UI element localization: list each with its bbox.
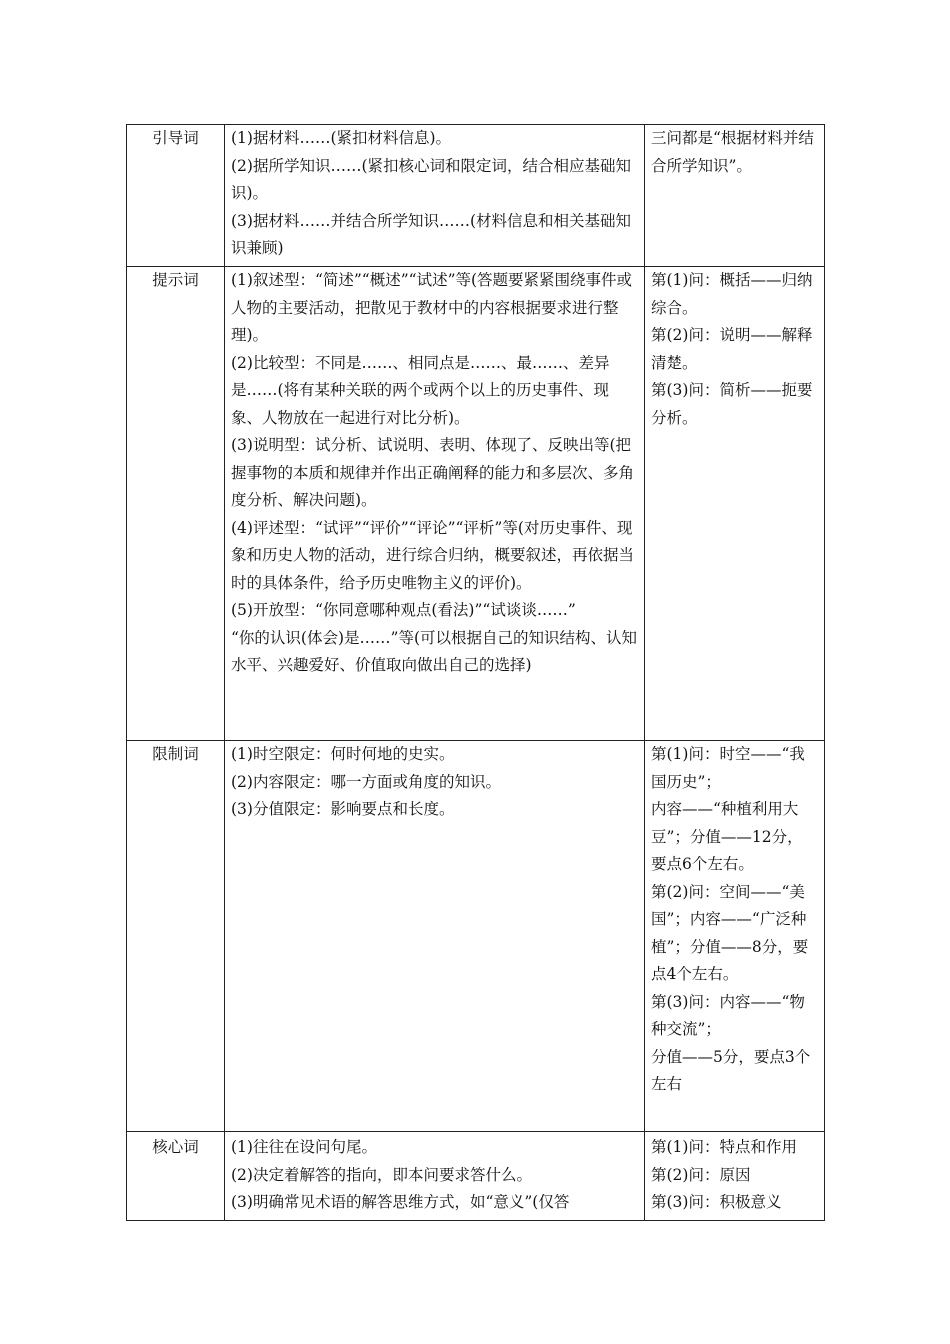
note-item: 第(1)问：时空——“我国历史”；: [651, 745, 805, 791]
content-item: (1)叙述型：“简述”“概述”“试述”等(答题要紧紧围绕事件或人物的主要活动，把散见于教材中的内容根据要求进行整理)。: [231, 271, 633, 344]
table-row: [127, 741, 825, 1132]
content-item: (3)分值限定：影响要点和长度。: [231, 800, 455, 818]
row-notes: [645, 125, 825, 267]
content-item: (2)据所学知识……(紧扣核心词和限定词，结合相应基础知识)。: [231, 156, 632, 202]
content-item: (4)评述型：“试评”“评价”“评论”“评析”等(对历史事件、现象和历史人物的活动，进行综合归纳，概要叙述，再依据当时的具体条件，给予历史唯物主义的评价)。: [231, 518, 635, 592]
content-item: “你的认识(体会)是……”等(可以根据自己的知识结构、认知水平、兴趣爱好、价值取向做出自己的选择): [231, 628, 637, 674]
note-item: 第(2)问：说明——解释清楚。: [651, 326, 813, 372]
note-item: 第(1)问：概括——归纳综合。: [651, 271, 813, 317]
table-row: [127, 267, 825, 741]
row-content: [225, 741, 645, 1132]
content-item: (2)内容限定：哪一方面或角度的知识。: [231, 772, 501, 791]
row-notes: [645, 267, 825, 741]
row-label: 引导词: [127, 125, 225, 267]
row-content: [225, 267, 645, 741]
note-item: 内容——“种植利用大豆”；分值——12分，要点6个左右。: [651, 800, 803, 873]
note-item: 第(3)问：内容——“物种交流”；: [651, 992, 805, 1038]
row-label: 核心词: [127, 1132, 225, 1221]
row-content: [225, 1132, 645, 1221]
content-item: (1)时空限定：何时何地的史实。: [231, 745, 455, 763]
content-item: (3)说明型：试分析、试说明、表明、体现了、反映出等(把握事物的本质和规律并作出正确阐释的能力和多层次、多角度分析、解决问题)。: [231, 436, 635, 509]
row-label: 限制词: [127, 741, 225, 1132]
content-item: (1)据材料……(紧扣材料信息)。: [231, 129, 452, 147]
note-item: 第(3)问：积极意义: [651, 1193, 782, 1211]
content-item: (2)决定着解答的指向，即本问要求答什么。: [231, 1165, 532, 1184]
row-content: [225, 125, 645, 267]
analysis-table: [126, 124, 825, 1221]
table-row: [127, 125, 825, 267]
row-label: 提示词: [127, 267, 225, 741]
content-item: (1)往往在设问句尾。: [231, 1138, 377, 1156]
note-item: 第(2)问：空间——“美国”；内容——“广泛种植”；分值——8分，要点4个左右。: [651, 882, 809, 983]
content-item: (2)比较型：不同是……、相同点是……、最……、差异是……(将有某种关联的两个或两个以上的历史事件、现象、人物放在一起进行对比分析)。: [231, 353, 610, 427]
note-item: 分值——5分，要点3个左右: [651, 1047, 811, 1093]
table-row: [127, 1132, 825, 1221]
note-item: 第(3)问：简析——扼要分析。: [651, 381, 813, 427]
row-notes: [645, 1132, 825, 1221]
note-item: 三问都是“根据材料并结合所学知识”。: [651, 129, 814, 175]
content-item: (3)据材料……并结合所学知识……(材料信息和相关基础知识兼顾): [231, 211, 632, 257]
row-notes: [645, 741, 825, 1132]
content-item: (5)开放型：“你同意哪种观点(看法)”“试谈谈……”: [231, 601, 576, 619]
content-item: (3)明确常见术语的解答思维方式，如“意义”(仅答: [231, 1193, 570, 1211]
note-item: 第(2)问：原因: [651, 1165, 751, 1184]
note-item: 第(1)问：特点和作用: [651, 1138, 797, 1156]
